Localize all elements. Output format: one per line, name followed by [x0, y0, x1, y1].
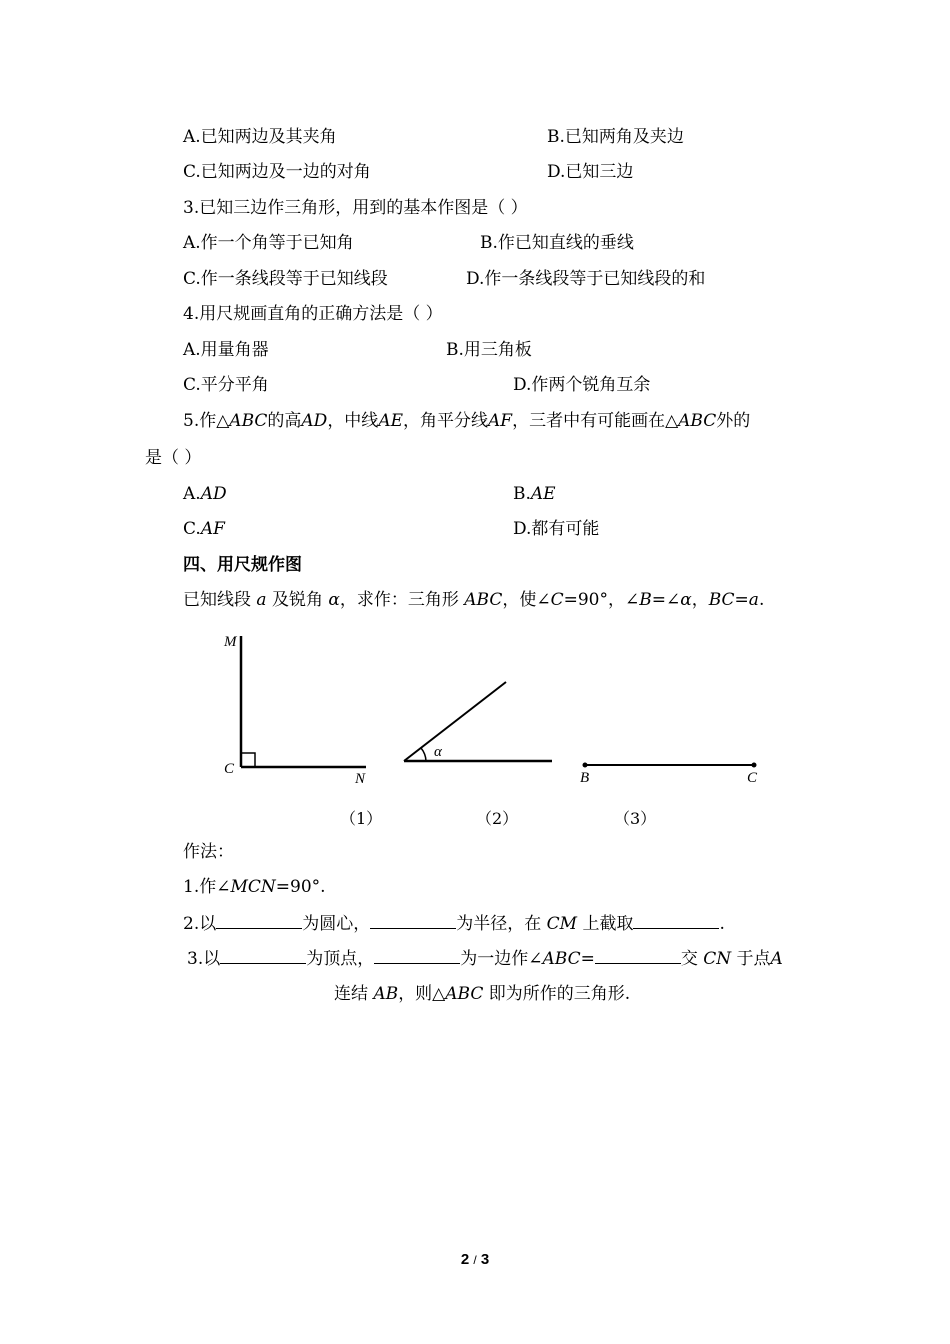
answer-blank[interactable]: [595, 947, 681, 964]
q5-option-c: C.AF: [183, 519, 225, 539]
q4-option-b: B.用三角板: [446, 340, 532, 360]
q4-stem: 4.用尺规画直角的正确方法是（ ）: [183, 304, 443, 324]
q4-option-a: A.用量角器: [183, 340, 269, 360]
figure-caption-3: （3）: [614, 809, 657, 828]
figure-segment-bc: [580, 763, 758, 787]
label-n: N: [355, 771, 366, 787]
label-c2: C: [747, 770, 758, 786]
figure-caption-1: （1）: [340, 809, 383, 828]
answer-blank[interactable]: [370, 912, 456, 929]
answer-blank[interactable]: [216, 912, 302, 929]
label-b: B: [580, 770, 590, 786]
q2-option-b: B.已知两角及夹边: [547, 127, 684, 147]
q5-option-a: A.AD: [183, 484, 227, 504]
construction-figures: [0, 620, 950, 800]
q3-option-d: D.作一条线段等于已知线段的和: [466, 269, 706, 289]
answer-blank[interactable]: [220, 947, 306, 964]
method-title: 作法：: [183, 842, 234, 862]
method-step-4: 连结 AB，则△ABC 即为所作的三角形.: [334, 984, 631, 1004]
q5-option-d: D.都有可能: [513, 519, 600, 539]
figure-angle-alpha: [404, 682, 552, 761]
q3-stem: 3.已知三边作三角形，用到的基本作图是（ ）: [183, 198, 528, 218]
label-c: C: [224, 761, 235, 777]
q4-option-c: C.平分平角: [183, 375, 269, 395]
q3-option-c: C.作一条线段等于已知线段: [183, 269, 388, 289]
section-problem: 已知线段 a 及锐角 α，求作：三角形 ABC，使∠C=90°，∠B=∠α，BC=a.: [183, 590, 765, 610]
q3-option-b: B.作已知直线的垂线: [480, 233, 634, 253]
q5-stem-line2: 是（ ）: [145, 448, 202, 468]
label-alpha: α: [434, 744, 442, 760]
q2-option-c: C.已知两边及一边的对角: [183, 162, 371, 182]
figure-right-angle: [223, 634, 366, 787]
q3-option-a: A.作一个角等于已知角: [183, 233, 354, 253]
section-heading: 四、用尺规作图: [183, 555, 302, 575]
answer-blank[interactable]: [374, 947, 460, 964]
q2-option-a: A.已知两边及其夹角: [183, 127, 337, 147]
figure-caption-2: （2）: [476, 809, 519, 828]
q4-option-d: D.作两个锐角互余: [513, 375, 651, 395]
page-number: 2 / 3: [460, 1251, 490, 1268]
q5-option-b: B.AE: [513, 484, 556, 504]
label-m: M: [224, 634, 237, 650]
method-step-3: 3.以 为顶点， 为一边作∠ABC= 交 CN 于点A: [187, 949, 783, 969]
method-step-1: 1.作∠MCN=90°.: [183, 877, 326, 897]
method-step-2: 2.以 为圆心， 为半径，在 CM 上截取 .: [183, 914, 725, 934]
answer-blank[interactable]: [633, 912, 719, 929]
q5-stem: 5.作△ABC的高AD，中线AE，角平分线AF，三者中有可能画在△ABC外的: [183, 411, 751, 431]
q2-option-d: D.已知三边: [547, 162, 634, 182]
